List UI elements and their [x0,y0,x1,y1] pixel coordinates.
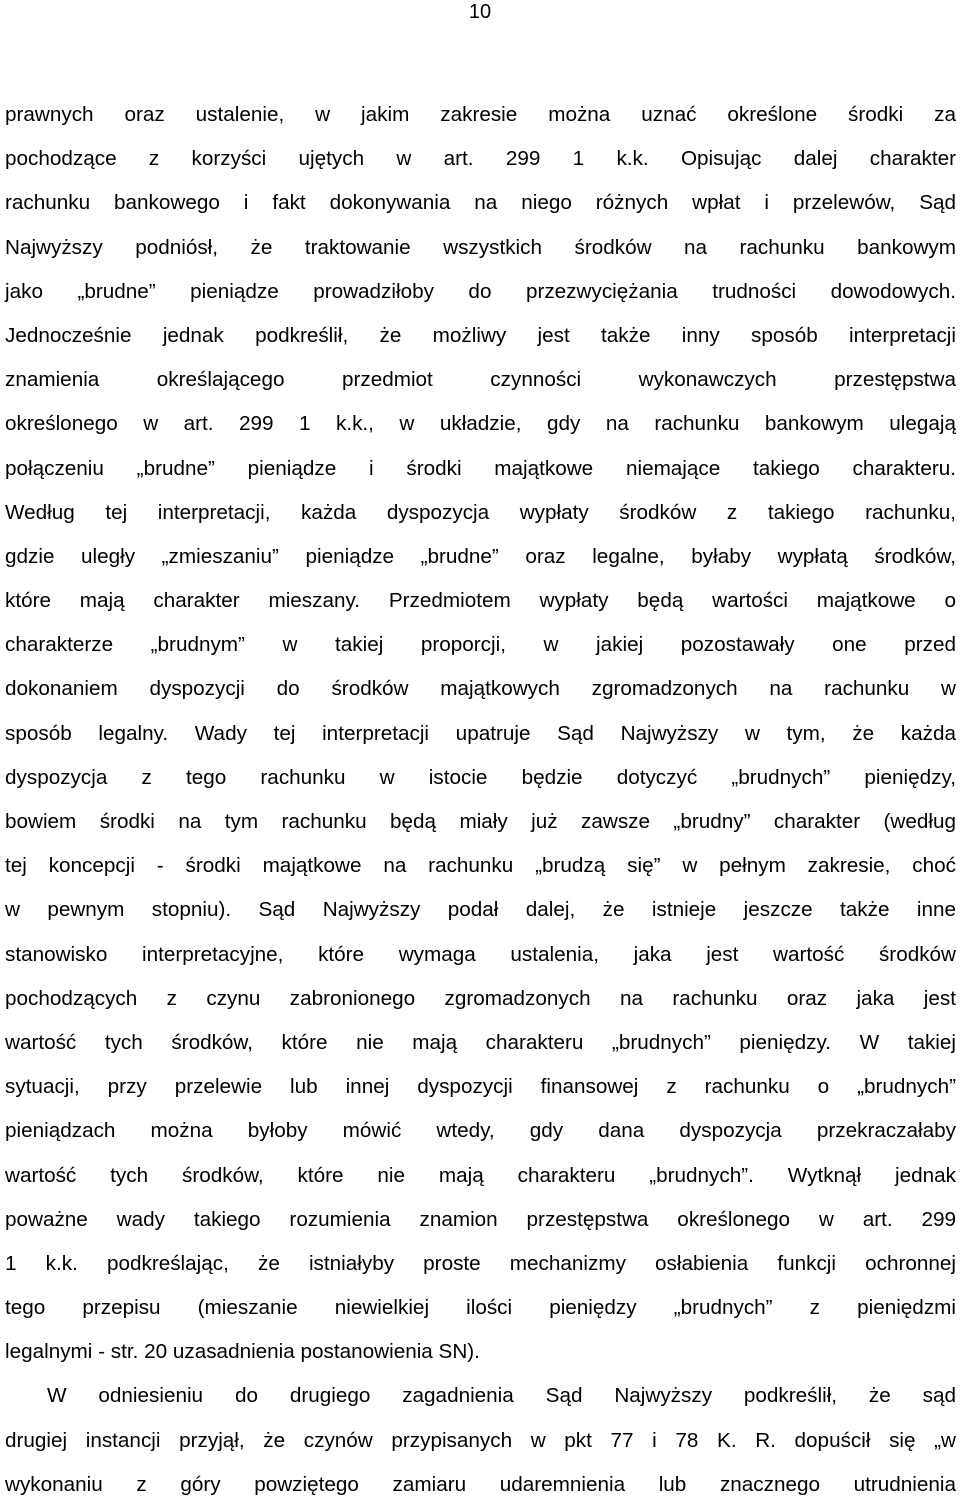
document-body [5,93,956,1507]
text-line: legalnymi - str. 20 uzasadnienia postanowienia SN). [5,1340,480,1364]
text-line: Najwyższy podniósł, że traktowanie wszystkich środków na rachunku bankowym [5,235,956,259]
text-line: pochodzących z czynu zabronionego zgromadzonych na rachunku oraz jaka jest [5,986,956,1010]
page-number: 10 [468,1,492,23]
text-line: charakterze „brudnym” w takiej proporcji, w jakiej pozostawały one przed [5,633,956,657]
text-line: gdzie uległy „zmieszaniu” pieniądze „brudne” oraz legalne, byłaby wypłatą środków, [5,544,956,568]
text-line: sposób legalny. Wady tej interpretacji upatruje Sąd Najwyższy w tym, że każda [5,721,956,745]
text-line: połączeniu „brudne” pieniądze i środki majątkowe niemające takiego charakteru. [5,456,956,480]
text-line: tej koncepcji - środki majątkowe na rachunku „brudzą się” w pełnym zakresie, choć [5,854,956,878]
text-line: dokonaniem dyspozycji do środków majątkowych zgromadzonych na rachunku w [5,677,956,701]
text-line: wartość tych środków, które nie mają charakteru „brudnych” pieniędzy. W takiej [5,1030,956,1054]
text-line: Według tej interpretacji, każda dyspozycja wypłaty środków z takiego rachunku, [5,500,956,524]
text-line: wykonaniu z góry powziętego zamiaru udaremnienia lub znacznego utrudnienia [5,1472,956,1496]
text-line: które mają charakter mieszany. Przedmiotem wypłaty będą wartości majątkowe o [5,589,956,613]
text-line: drugiej instancji przyjął, że czynów przypisanych w pkt 77 i 78 K. R. dopuścił się „w [5,1428,956,1452]
text-line: pieniądzach można byłoby mówić wtedy, gdy dana dyspozycja przekraczałaby [5,1119,956,1143]
text-line: pochodzące z korzyści ujętych w art. 299 1 k.k. Opisując dalej charakter [5,147,956,171]
text-line: dyspozycja z tego rachunku w istocie będzie dotyczyć „brudnych” pieniędzy, [5,765,956,789]
text-line: prawnych oraz ustalenie, w jakim zakresie można uznać określone środki za [5,103,956,126]
text-line: w pewnym stopniu). Sąd Najwyższy podał dalej, że istnieje jeszcze także inne [5,898,956,922]
text-line: znamienia określającego przedmiot czynności wykonawczych przestępstwa [5,368,956,392]
text-line: sytuacji, przy przelewie lub innej dyspozycji finansowej z rachunku o „brudnych” [5,1075,956,1099]
text-line: jako „brudne” pieniądze prowadziłoby do przezwyciężania trudności dowodowych. [5,279,956,303]
text-line: Jednocześnie jednak podkreślił, że możliwy jest także inny sposób interpretacji [5,323,956,347]
text-line: poważne wady takiego rozumienia znamion przestępstwa określonego w art. 299 [5,1207,956,1231]
text-line: rachunku bankowego i fakt dokonywania na niego różnych wpłat i przelewów, Sąd [5,191,956,215]
text-line: W odniesieniu do drugiego zagadnienia Sąd Najwyższy podkreślił, że sąd [47,1384,956,1408]
text-line: 1 k.k. podkreślając, że istniałyby proste mechanizmy osłabienia funkcji ochronnej [5,1251,956,1275]
text-line: stanowisko interpretacyjne, które wymaga ustalenia, jaka jest wartość środków [5,942,956,966]
text-line: tego przepisu (mieszanie niewielkiej ilości pieniędzy „brudnych” z pieniędzmi [5,1296,956,1320]
text-line: bowiem środki na tym rachunku będą miały już zawsze „brudny” charakter (według [5,810,956,833]
text-line: określonego w art. 299 1 k.k., w układzie, gdy na rachunku bankowym ulegają [5,412,956,436]
text-line: wartość tych środków, które nie mają charakteru „brudnych”. Wytknął jednak [5,1163,956,1187]
